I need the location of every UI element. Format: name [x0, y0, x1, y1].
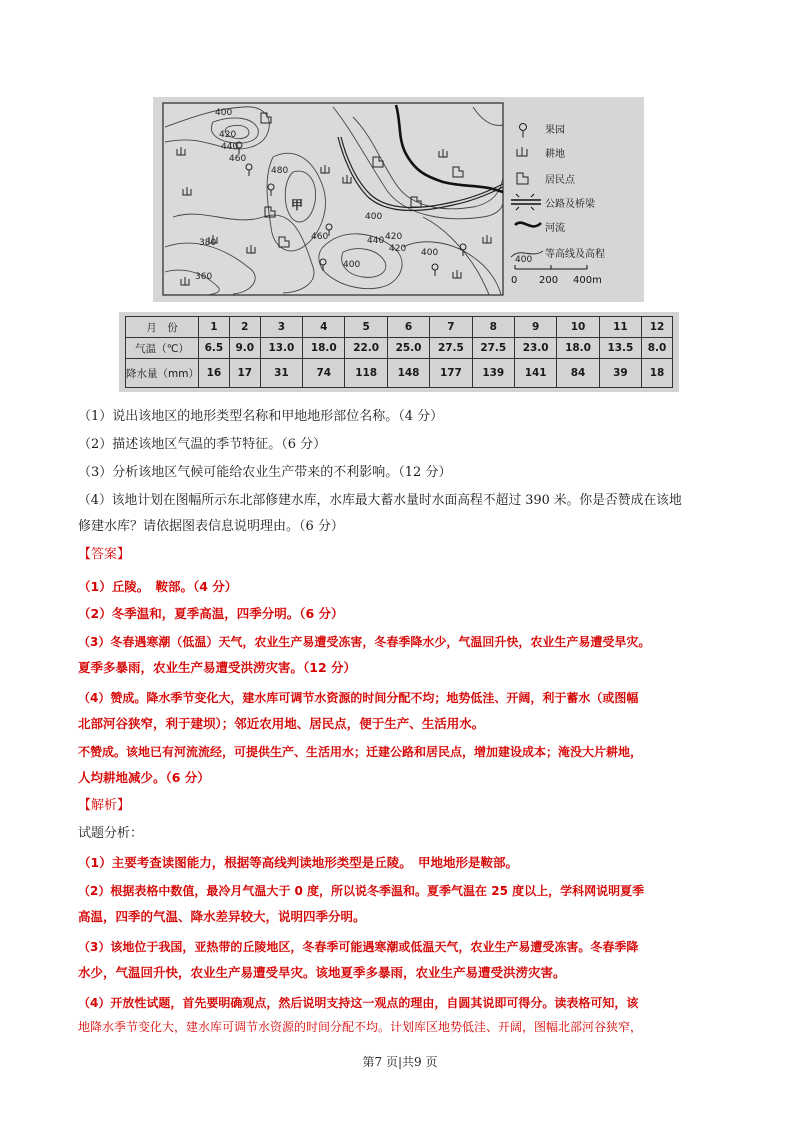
map-frame	[163, 103, 503, 295]
topographic-map	[153, 97, 644, 302]
table-cell: 10	[557, 317, 599, 338]
question-4-line-2: 修建水库？请依据图表信息说明理由。（6 分）	[78, 519, 344, 534]
table-cell: 12	[642, 317, 673, 338]
scale-label-end: 400m	[573, 275, 602, 286]
answer-3-line-1: （3）冬春遇寒潮（低温）天气，农业生产易遭受冻害，冬春季降水少，气温回升快，农业生产易遭受旱灾。	[78, 635, 651, 649]
table-cell: 6.5	[199, 338, 230, 359]
legend-label: 居民点	[545, 175, 575, 186]
contour-label: 400	[215, 108, 233, 118]
table-cell: 31	[260, 359, 302, 388]
table-cell: 23.0	[514, 338, 556, 359]
table-cell: 17	[229, 359, 260, 388]
table-cell: 74	[303, 359, 345, 388]
question-3: （3）分析该地区气候可能给农业生产带来的不利影响。（12 分）	[78, 465, 452, 480]
table-cell: 177	[430, 359, 472, 388]
answer-3-line-2: 夏季多暴雨，农业生产易遭受洪涝灾害。（12 分）	[78, 660, 356, 675]
table-cell: 9	[514, 317, 556, 338]
legend-label: 果园	[545, 125, 565, 136]
analysis-4-line-2: 地降水季节变化大，建水库可调节水资源的时间分配不均。计划库区地势低洼、开阔，图幅北部河谷狭窄，	[78, 1020, 643, 1034]
table-cell: 18	[642, 359, 673, 388]
question-1: （1）说出该地区的地形类型名称和甲地地形部位名称。（4 分）	[78, 409, 444, 424]
table-cell: 27.5	[430, 338, 472, 359]
table-cell: 11	[599, 317, 641, 338]
scale-label-mid: 200	[539, 275, 559, 286]
table-cell: 18.0	[303, 338, 345, 359]
contour-label: 420	[385, 232, 403, 242]
answer-4-line-3: 不赞成。该地已有河流流经，可提供生产、生活用水；迁建公路和居民点，增加建设成本；淹没大片耕地，	[78, 745, 643, 759]
analysis-3-line-1: （3）该地位于我国，亚热带的丘陵地区，冬春季可能遇寒潮或低温天气，农业生产易遭受冻害。冬春季降	[78, 940, 639, 954]
contour-label: 460	[311, 232, 329, 242]
table-cell: 22.0	[345, 338, 387, 359]
table-cell: 27.5	[472, 338, 514, 359]
table-cell: 7	[430, 317, 472, 338]
analysis-2-line-2: 高温，四季的气温、降水差异较大，说明四季分明。	[78, 909, 366, 924]
analysis-3-line-2: 水少，气温回升快，农业生产易遭受旱灾。该地夏季多暴雨，农业生产易遭受洪涝灾害。	[78, 965, 566, 980]
table-cell: 13.5	[599, 338, 641, 359]
contour-label: 440	[367, 236, 385, 246]
table-cell: 139	[472, 359, 514, 388]
contour-label: 420	[389, 244, 407, 254]
analysis-2-line-1: （2）根据表格中数值，最冷月气温大于 0 度，所以说冬季温和。夏季气温在 25 度以上，学科网说明夏季	[78, 884, 645, 898]
analysis-intro: 试题分析：	[78, 826, 144, 841]
answer-2: （2）冬季温和，夏季高温，四季分明。（6 分）	[78, 606, 344, 621]
contour-label: 400	[343, 260, 361, 270]
table-cell: 39	[599, 359, 641, 388]
table-cell: 141	[514, 359, 556, 388]
table-cell: 16	[199, 359, 230, 388]
answer-heading: 【答案】	[78, 547, 131, 562]
legend-contour-value: 400	[515, 255, 533, 265]
table-cell: 4	[303, 317, 345, 338]
table-cell: 8.0	[642, 338, 673, 359]
climate-table	[119, 312, 679, 392]
contour-label: 420	[219, 130, 237, 140]
legend-label: 耕地	[545, 149, 565, 160]
table-cell: 18.0	[557, 338, 599, 359]
table-row-month	[126, 317, 673, 338]
table-cell: 1	[199, 317, 230, 338]
table-cell: 13.0	[260, 338, 302, 359]
table-cell: 5	[345, 317, 387, 338]
contour-label: 440	[221, 142, 239, 152]
contour-map-svg	[153, 97, 644, 302]
question-4-line-1: （4）该地计划在图幅所示东北部修建水库，水库最大蓄水量时水面高程不超过 390 米。你是否赞成在该地	[78, 493, 682, 508]
table-cell: 2	[229, 317, 260, 338]
table-cell: 6	[387, 317, 429, 338]
scale-label-zero: 0	[511, 275, 518, 286]
table-cell: 3	[260, 317, 302, 338]
analysis-4-line-1: （4）开放性试题，首先要明确观点，然后说明支持这一观点的理由，自圆其说即可得分。读表格可知，该	[78, 996, 639, 1010]
legend-label: 等高线及高程	[545, 249, 605, 260]
answer-1: （1）丘陵。 鞍部。（4 分）	[78, 579, 238, 594]
climate-data-table	[125, 316, 673, 388]
contour-label: 460	[229, 154, 247, 164]
legend-label: 公路及桥梁	[545, 199, 595, 210]
page-footer: 第7 页|共9 页	[362, 1055, 438, 1069]
analysis-1: （1）主要考查读图能力，根据等高线判读地形类型是丘陵。 甲地地形是鞍部。	[78, 855, 518, 870]
table-cell: 25.0	[387, 338, 429, 359]
question-2: （2）描述该地区气温的季节特征。（6 分）	[78, 437, 327, 452]
contour-label: 380	[199, 238, 217, 248]
table-header-month: 月 份	[126, 317, 199, 338]
table-cell: 8	[472, 317, 514, 338]
analysis-heading: 【解析】	[78, 798, 131, 813]
table-header-rain: 降水量（mm）	[126, 359, 199, 388]
contour-label: 480	[271, 166, 289, 176]
table-cell: 148	[387, 359, 429, 388]
answer-4-line-2: 北部河谷狭窄，利于建坝）；邻近农用地、居民点，便于生产、生活用水。	[78, 716, 485, 731]
contour-label: 400	[421, 248, 439, 258]
table-cell: 9.0	[229, 338, 260, 359]
table-cell: 84	[557, 359, 599, 388]
place-label-jia: 甲	[291, 198, 304, 212]
answer-4-line-1: （4）赞成。降水季节变化大，建水库可调节水资源的时间分配不均；地势低洼、开阔，利于蓄水（或图幅	[78, 691, 639, 705]
table-cell: 118	[345, 359, 387, 388]
table-header-temp: 气温（℃）	[126, 338, 199, 359]
table-row-temp	[126, 338, 673, 359]
contour-label: 360	[195, 272, 213, 282]
answer-4-line-4: 人均耕地减少。（6 分）	[78, 770, 210, 785]
table-row-rain	[126, 359, 673, 388]
legend-label: 河流	[545, 223, 565, 234]
contour-label: 400	[365, 212, 383, 222]
